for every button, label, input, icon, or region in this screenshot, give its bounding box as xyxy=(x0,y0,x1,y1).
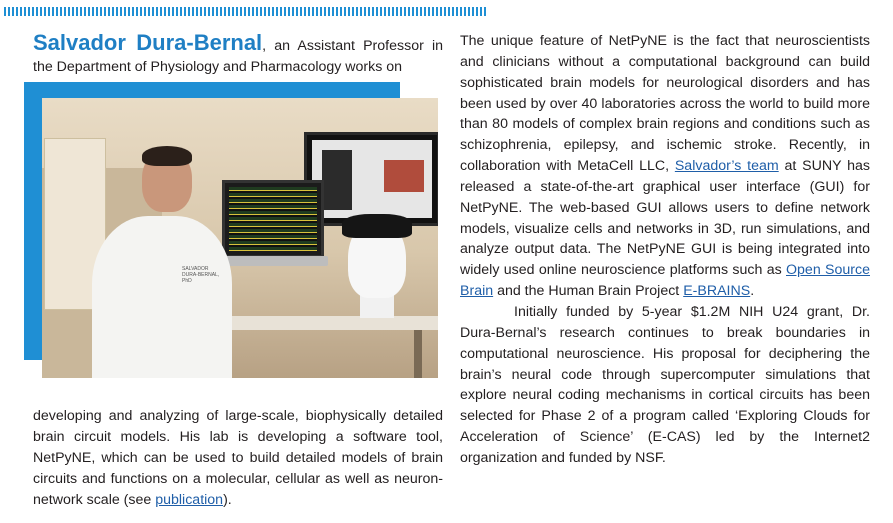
photo-laptop-screen xyxy=(229,187,317,251)
photo-lab-coat xyxy=(92,216,232,378)
continuation-paragraph xyxy=(33,406,443,511)
photo-laptop-base xyxy=(214,256,328,266)
netpyne-text-d: . xyxy=(750,283,755,300)
netpyne-text-c: and the Human Brain Project xyxy=(493,283,684,300)
photo-person xyxy=(72,146,222,378)
publication-link[interactable]: publication xyxy=(155,492,224,508)
photo-desk-leg xyxy=(414,330,422,378)
photo-hair xyxy=(142,146,192,166)
photo-monitor-panel-red xyxy=(384,160,424,192)
photo-coat-badge: SALVADOR DURA-BERNAL, PhD xyxy=(182,266,220,284)
researcher-photo xyxy=(42,98,438,378)
netpyne-paragraph xyxy=(460,31,870,302)
open-source-brain-link[interactable]: Open Source Brain xyxy=(460,262,870,300)
funding-paragraph xyxy=(460,302,870,469)
intro-text: , an Assistant Professor in the Department of Physiology and Pharmacology works on xyxy=(33,38,443,75)
salvador-team-link[interactable]: Salvador’s team xyxy=(674,158,779,175)
intro-paragraph xyxy=(33,32,443,78)
continuation-end: ). xyxy=(223,492,232,508)
netpyne-text-a: The unique feature of NetPyNE is the fact that neuroscientists and clinicians without a computational background can build sophisticated brain models for neurological disorders and has been used by over 40 laboratories across the world to build more than 80 models of complex brain regions and conditions such as schizophrenia, epilepsy, and ischemic stroke. Recently, in collaboration with MetaCell LLC, xyxy=(460,33,870,175)
netpyne-text-b: at SUNY has released a state-of-the-art graphical user interface (GUI) for NetPyNE. The web-based GUI allows users to define network models, visualize cells and networks in 3D, run simulations, and analyze output data. The NetPyNE GUI is being integrated into widely used online neuroscience platforms such as xyxy=(460,158,870,279)
portrait-figure xyxy=(24,82,438,378)
right-column xyxy=(460,31,870,469)
continuation-text: developing and analyzing of large-scale, biophysically detailed brain circuit models. His lab is developing a software tool, NetPyNE, which can be used to build detailed models of brain circuits and functions on a molecular, cellular as well as neuron-network scale (see xyxy=(33,408,443,508)
left-column-continuation xyxy=(33,406,443,511)
photo-monitor-screen xyxy=(312,140,432,218)
photo-eeg-headset xyxy=(342,214,412,238)
researcher-name: Salvador Dura-Bernal xyxy=(33,30,263,55)
funding-text: Initially funded by 5-year $1.2M NIH U24 grant, Dr. Dura-Bernal’s research continues to break boundaries in computational neuroscience. His proposal for deciphering the brain’s neural code through supercomputer simulations that explore neural coding mechanisms in cortical circuits has been selected for Phase 2 of a program called ‘Exploring Clouds for Acceleration of Science’ (E-CAS) led by the Internet2 organization and funded by NSF. xyxy=(460,303,870,466)
photo-monitor-panel xyxy=(322,150,352,210)
photo-laptop xyxy=(222,180,324,258)
decorative-rule xyxy=(4,7,488,16)
ebrains-link[interactable]: E-BRAINS xyxy=(683,283,751,300)
left-column-intro xyxy=(33,32,443,78)
photo-monitor xyxy=(304,132,438,226)
